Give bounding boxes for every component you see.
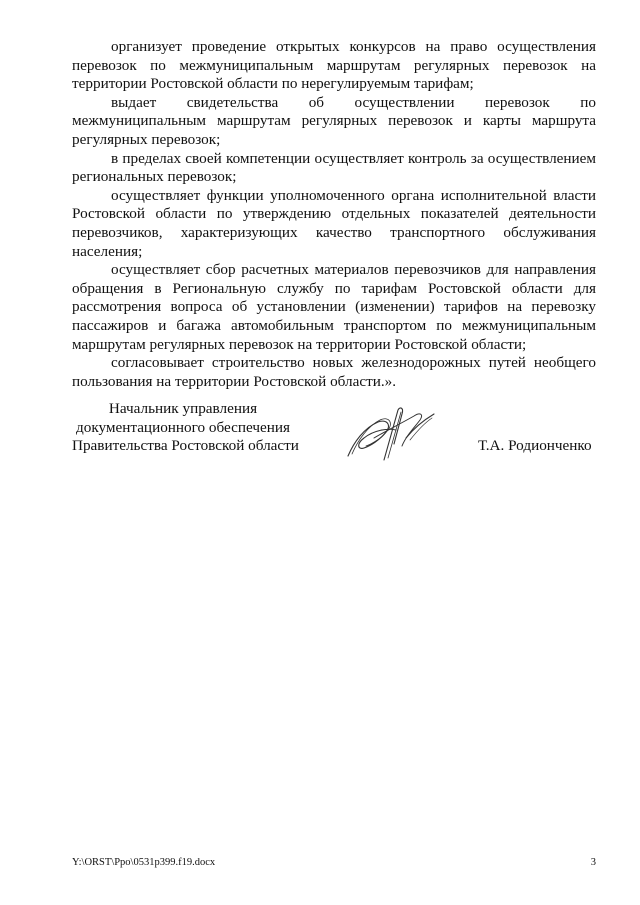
- body-paragraph: осуществляет сбор расчетных материалов перевозчиков для направления обращения в Региональную службу по тарифам Ростовской области для рассмотрения вопроса об установлении (изменении) тарифов на перевозку пассажиров и багажа автомобильным транспортом по межмуниципальным маршрутам регулярных перевозок на территории Ростовской области;: [72, 261, 596, 353]
- body-paragraph: выдает свидетельства об осуществлении перевозок по межмуниципальным маршрутам регулярных перевозок и карты маршрута регулярных перевозок;: [72, 93, 596, 148]
- handwritten-signature-icon: [344, 402, 438, 466]
- body-paragraph: в пределах своей компетенции осуществляет контроль за осуществлением региональных перевозок;: [72, 149, 596, 186]
- signature-block: [0, 400, 640, 470]
- page-footer: [72, 856, 596, 870]
- signer-position: [72, 400, 299, 456]
- body-paragraph: осуществляет функции уполномоченного органа исполнительной власти Ростовской области по утверждению отдельных показателей деятельности перевозчиков, характеризующих качество транспортного обслуживания населения;: [72, 186, 596, 260]
- signer-position-line: документационного обеспечения: [76, 418, 290, 436]
- signer-position-line: Начальник управления: [108, 400, 258, 417]
- page-number: 3: [590, 857, 596, 868]
- body-paragraph: организует проведение открытых конкурсов на право осуществления перевозок по межмуниципальным маршрутам регулярных перевозок на территории Ростовской области по нерегулируемым тарифам;: [72, 38, 596, 93]
- signer-position-line: Правительства Ростовской области: [72, 437, 299, 455]
- file-path: Y:\ORST\Ppo\0531p399.f19.docx: [72, 857, 216, 868]
- signer-name: Т.А. Родионченко: [478, 437, 592, 454]
- document-body: [72, 38, 596, 391]
- body-paragraph: согласовывает строительство новых железнодорожных путей необщего пользования на территории Ростовской области.».: [72, 354, 596, 390]
